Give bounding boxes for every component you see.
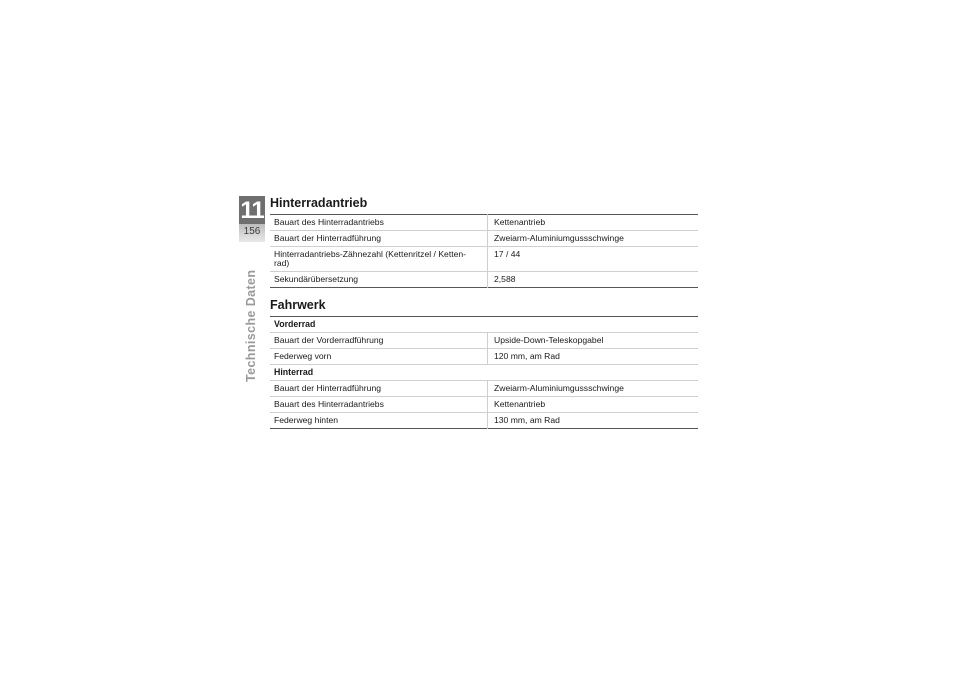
chapter-title-vertical: Technische Daten bbox=[244, 269, 258, 382]
table-row bbox=[270, 215, 698, 231]
row-value: 2,588 bbox=[488, 272, 699, 288]
chassis-table bbox=[270, 316, 698, 429]
table-row bbox=[270, 397, 698, 413]
table-row bbox=[270, 247, 698, 272]
table-row bbox=[270, 231, 698, 247]
group-heading: Vorderrad bbox=[274, 319, 316, 329]
row-label: Bauart der Hinterradführung bbox=[270, 231, 488, 247]
section-title-chassis: Fahrwerk bbox=[270, 298, 326, 312]
rear-drive-table bbox=[270, 214, 698, 288]
group-heading-rear bbox=[270, 365, 698, 381]
group-heading-front bbox=[270, 317, 698, 333]
section-title-rear-drive: Hinterradantrieb bbox=[270, 196, 368, 210]
row-label: Federweg vorn bbox=[270, 349, 488, 365]
page-number: 156 bbox=[239, 224, 265, 242]
row-value: 120 mm, am Rad bbox=[488, 349, 699, 365]
table-row bbox=[270, 413, 698, 429]
row-value: Zweiarm-Aluminiumgussschwinge bbox=[488, 381, 699, 397]
content-area bbox=[270, 196, 698, 429]
row-label: Federweg hinten bbox=[270, 413, 488, 429]
row-value: Zweiarm-Aluminiumgussschwinge bbox=[488, 231, 699, 247]
table-row bbox=[270, 333, 698, 349]
row-label: Hinterradantriebs-Zähnezahl (Kettenritzel / Ketten-rad) bbox=[270, 247, 488, 272]
row-value: Kettenantrieb bbox=[488, 215, 699, 231]
chapter-number: 11 bbox=[240, 197, 264, 224]
table-row bbox=[270, 272, 698, 288]
row-label: Bauart des Hinterradantriebs bbox=[274, 217, 384, 227]
row-label: Bauart der Hinterradführung bbox=[270, 381, 488, 397]
row-label: Bauart des Hinterradantriebs bbox=[270, 397, 488, 413]
row-value: 130 mm, am Rad bbox=[488, 413, 699, 429]
row-value: 17 / 44 bbox=[488, 247, 699, 272]
row-value: Upside-Down-Teleskopgabel bbox=[488, 333, 699, 349]
row-value: Kettenantrieb bbox=[488, 397, 699, 413]
row-label: Sekundärübersetzung bbox=[270, 272, 488, 288]
row-label: Bauart der Vorderradführung bbox=[270, 333, 488, 349]
group-heading: Hinterrad bbox=[270, 365, 698, 381]
table-row bbox=[270, 349, 698, 365]
table-row bbox=[270, 381, 698, 397]
